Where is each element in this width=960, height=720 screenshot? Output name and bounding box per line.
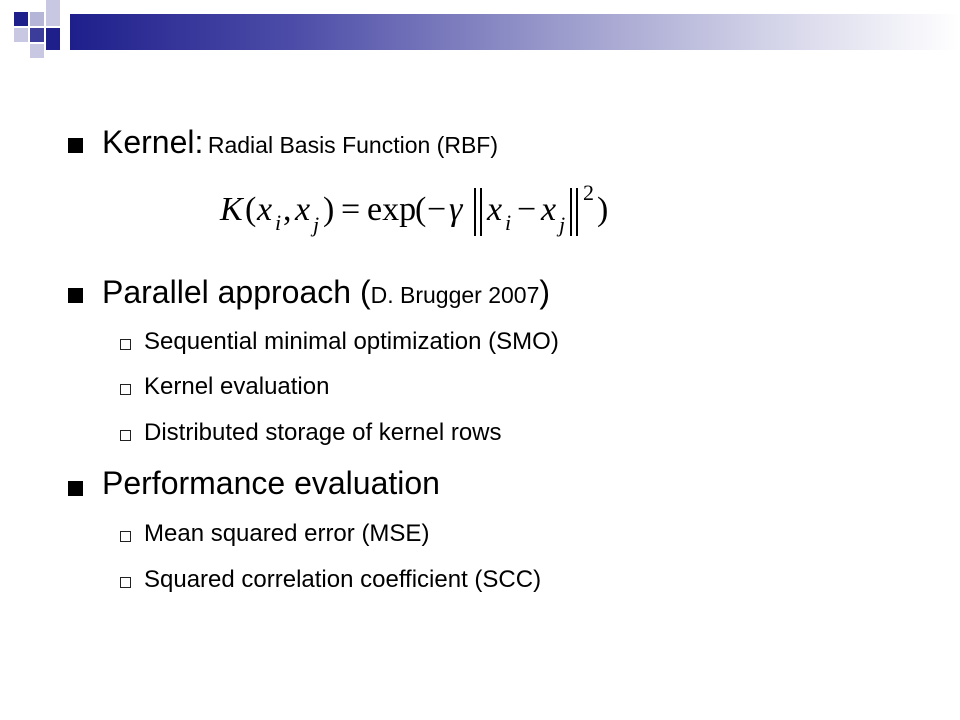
subitem-kernel-evaluation: Kernel evaluation — [144, 373, 330, 400]
subbullet-box-5 — [120, 577, 131, 588]
formula-sub-i: i — [275, 210, 282, 235]
bullet-kernel-detail: Radial Basis Function (RBF) — [207, 132, 498, 158]
formula-minus2: − — [517, 191, 537, 228]
rbf-kernel-formula — [215, 178, 615, 248]
formula-K: K — [220, 191, 243, 228]
bullet-kernel-title: Kernel: — [102, 124, 204, 160]
bullet-performance: Performance evaluation — [102, 465, 440, 501]
subbullet-box-2 — [120, 384, 131, 395]
bullet-parallel-title: Parallel approach ( — [102, 274, 371, 310]
bullet-parallel — [102, 274, 550, 311]
formula-rparen2: ) — [597, 191, 609, 228]
formula-gamma: γ — [449, 191, 463, 228]
subitem-scc: Squared correlation coefficient (SCC) — [144, 566, 542, 593]
formula-sub-i2: i — [505, 210, 512, 235]
formula-x2: x — [295, 191, 311, 228]
formula-sub-j2: j — [559, 212, 566, 237]
bullet-parallel-citation: D. Brugger 2007 — [370, 282, 540, 308]
subitem-distributed-storage: Distributed storage of kernel rows — [144, 419, 502, 446]
formula-minus: − — [427, 191, 447, 228]
formula-sup-2: 2 — [583, 180, 594, 205]
formula-comma: , — [283, 191, 292, 228]
subbullet-box-4 — [120, 531, 131, 542]
formula-x1: x — [257, 191, 273, 228]
subitem-mse: Mean squared error (MSE) — [144, 520, 430, 547]
subitem-smo: Sequential minimal optimization (SMO) — [144, 328, 559, 355]
formula-equals: = — [341, 191, 361, 228]
bullet-parallel-close: ) — [539, 274, 551, 310]
formula-lparen: ( — [245, 191, 257, 228]
formula-sub-j: j — [313, 212, 320, 237]
formula-x4: x — [541, 191, 557, 228]
bullet-square-2 — [68, 288, 83, 303]
formula-lparen2: ( — [415, 191, 427, 228]
bullet-square-1 — [68, 138, 83, 153]
formula-rparen: ) — [323, 191, 335, 228]
formula-x3: x — [487, 191, 503, 228]
subbullet-box-3 — [120, 430, 131, 441]
bullet-square-3 — [68, 481, 83, 496]
formula-exp: exp — [367, 191, 417, 228]
bullet-kernel — [102, 124, 498, 161]
subbullet-box-1 — [120, 339, 131, 350]
